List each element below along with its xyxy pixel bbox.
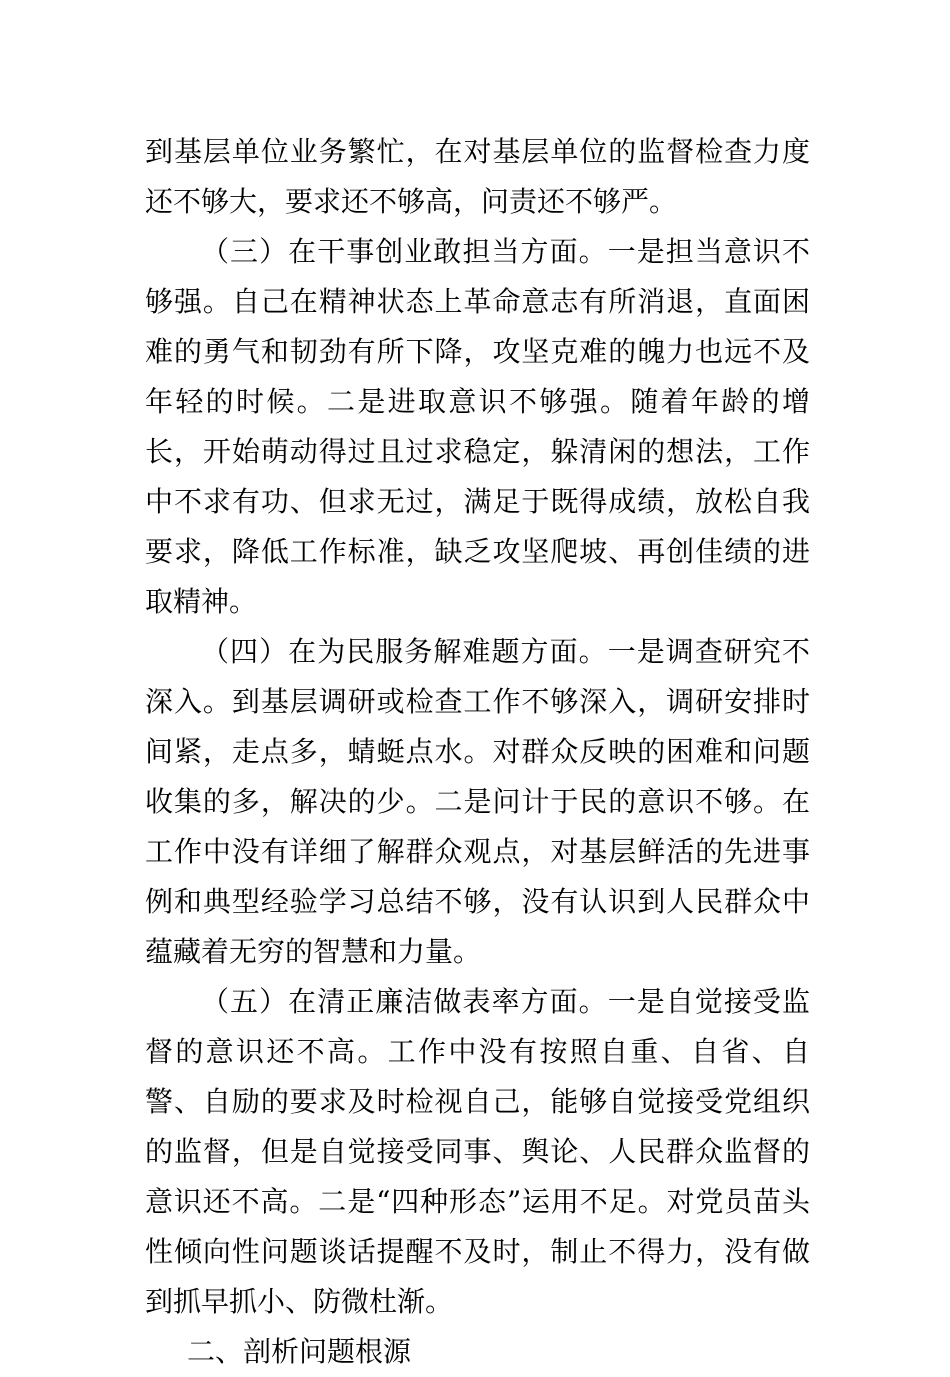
paragraph-section-3: （三）在干事创业敢担当方面。一是担当意识不够强。自己在精神状态上革命意志有所消退，直面困难的勇气和韧劲有所下降，攻坚克难的魄力也远不及年轻的时候。二是进取意识不够强。随着年龄的增长，开始萌动得过且过求稳定，躲清闲的想法，工作中不求有功、但求无过，满足于既得成绩，放松自我要求，降低工作标准，缺乏攻坚爬坡、再创佳绩的进取精神。 [145, 235, 810, 618]
document-body [145, 127, 810, 1377]
paragraph-section-5: （五）在清正廉洁做表率方面。一是自觉接受监督的意识还不高。工作中没有按照自重、自省、自警、自励的要求及时检视自己，能够自觉接受党组织的监督，但是自觉接受同事、舆论、人民群众监督的意识还不高。二是“四种形态”运用不足。对党员苗头性倾向性问题谈话提醒不及时，制止不得力，没有做到抓早抓小、防微杜渐。 [145, 985, 810, 1318]
paragraph-continuation: 到基层单位业务繁忙，在对基层单位的监督检查力度还不够大，要求还不够高，问责还不够严。 [145, 135, 810, 218]
paragraph-section-4: （四）在为民服务解难题方面。一是调查研究不深入。到基层调研或检查工作不够深入，调研安排时间紧，走点多，蜻蜓点水。对群众反映的困难和问题收集的多，解决的少。二是问计于民的意识不够。在工作中没有详细了解群众观点，对基层鲜活的先进事例和典型经验学习总结不够，没有认识到人民群众中蕴藏着无穷的智慧和力量。 [145, 635, 810, 968]
section-heading: 二、剖析问题根源 [187, 1335, 412, 1368]
